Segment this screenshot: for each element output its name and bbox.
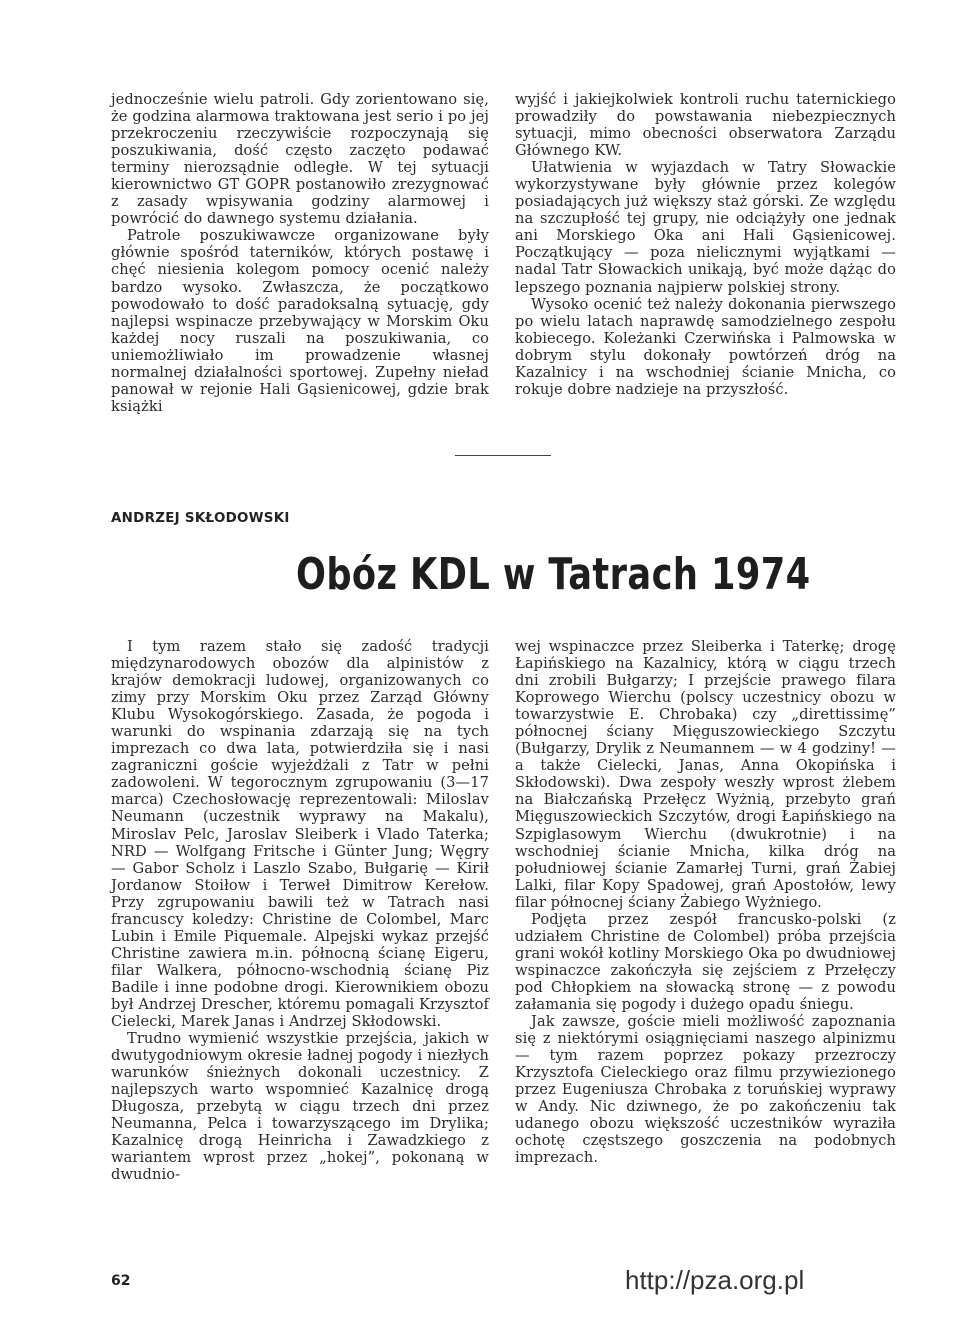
paragraph: jednocześnie wielu patroli. Gdy zorientowano się, że godzina alarmowa traktowana jest serio i po jej przekroczeniu rzeczywiście rozpoczynają się poszukiwania, dość często zaczęto podawać terminy nierozsądnie odległe. W tej sytuacji kierownictwo GT GOPR postanowiło zrezygnować z zasady wpisywania godziny alarmowej i powrócić do dawnego systemu działania. — [111, 91, 489, 228]
section-divider — [455, 455, 551, 456]
paragraph: Trudno wymienić wszystkie przejścia, jakich w dwutygodniowym okresie ładnej pogody i niezłych warunków śnieżnych dokonali uczestnicy. Z najlepszych warto wspomnieć Kazalnicę drogą Długosza, przebytą w ciągu trzech dni przez Neumanna, Pelca i towarzyszącego im Drylika; Kazalnicę drogą Heinricha i Zawadzkiego z wariantem wprost przez „hokej”, pokonaną w dwudnio- — [111, 1030, 489, 1184]
paragraph: Jak zawsze, goście mieli możliwość zapoznania się z niektórymi osiągnięciami naszego alpinizmu — tym razem poprzez pokazy przezroczy Krzysztofa Cieleckiego oraz filmu przywiezionego przez Eugeniusza Chrobaka z toruńskiej wyprawy w Andy. Nic dziwnego, że po zakończeniu tak udanego obozu większość uczestników wyraziła ochotę częstszego goszczenia na podobnych imprezach. — [515, 1013, 896, 1167]
paragraph: Patrole poszukiwawcze organizowane były głównie spośród taterników, których postawę i chęć niesienia kolegom pomocy ocenić należy bardzo wysoko. Zwłaszcza, że początkowo powodowało to dość paradoksalną sytuację, gdy najlepsi wspinacze przebywający w Morskim Oku każdej nocy ruszali na poszukiwania, co uniemożliwiało im prowadzenie własnej normalnej działalności sportowej. Zupełny nieład panował w rejonie Hali Gąsienicowej, gdzie brak książki — [111, 227, 489, 415]
article-author: ANDRZEJ SKŁODOWSKI — [111, 511, 290, 526]
paragraph: I tym razem stało się zadość tradycji międzynarodowych obozów dla alpinistów z krajów demokracji ludowej, organizowanych co zimy przy Morskim Oku przez Zarząd Główny Klubu Wysokogórskiego. Zasada, że pogoda i warunki do wspinania zdarzają się na tych imprezach co dwa lata, potwierdziła się i nasi zagraniczni goście wyjeżdżali z Tatr w pełni zadowoleni. W tegorocznym zgrupowaniu (3—17 marca) Czechosłowację reprezentowali: Miloslav Neumann (uczestnik wyprawy na Makalu), Miroslav Pelc, Jaroslav Sleiberk i Vlado Taterka; NRD — Wolfgang Fritsche i Günter Jung; Węgry — Gabor Scholz i Laszlo Szabo, Bułgarię — Kirił Jordanow Stoiłow i Terweł Dimitrow Kerełow. Przy zgrupowaniu bawili też w Tatrach nasi francuscy koledzy: Christine de Colombel, Marc Lubin i Emile Piquemale. Alpejski wykaz przejść Christine zawiera m.in. północną ścianę Eigeru, filar Walkera, północno-wschodnią ścianę Piz Badile i inne podobne drogi. Kierownikiem obozu był Andrzej Drescher, któremu pomagali Krzysztof Cielecki, Marek Janas i Andrzej Skłodowski. — [111, 638, 489, 1031]
source-url: http://pza.org.pl — [625, 1265, 805, 1295]
paragraph: Ułatwienia w wyjazdach w Tatry Słowackie wykorzystywane były głównie przez kolegów posiadających już większy staż górski. Ze względu na szczupłość tej grupy, nie odciążyły one jednak ani Morskiego Oka ani Hali Gąsienicowej. Początkujący — poza nielicznymi wyjątkami — nadal Tatr Słowackich unikają, być może dążąc do lepszego poznania najpierw polskiej strony. — [515, 159, 896, 296]
column-top-right — [515, 91, 896, 398]
page-number: 62 — [111, 1273, 131, 1289]
paragraph: Wysoko ocenić też należy dokonania pierwszego po wielu latach naprawdę samodzielnego zespołu kobiecego. Koleżanki Czerwińska i Palmowska w dobrym stylu dokonały powtórzeń dróg na Kazalnicy i na wschodniej ścianie Mnicha, co rokuje dobre nadzieje na przyszłość. — [515, 295, 896, 398]
paragraph: wyjść i jakiejkolwiek kontroli ruchu taternickiego prowadziły do powstawania niebezpiecznych sytuacji, mimo obecności obserwatora Zarządu Głównego KW. — [515, 91, 896, 160]
column-bottom-left — [111, 638, 489, 1184]
article-title: Obóz KDL w Tatrach 1974 — [296, 549, 811, 600]
column-bottom-right — [515, 638, 896, 1166]
paragraph: wej wspinaczce przez Sleiberka i Taterkę; drogę Łapińskiego na Kazalnicy, którą w ciągu trzech dni zrobili Bułgarzy; I przejście prawego filara Koprowego Wierchu (polscy uczestnicy obozu w towarzystwie E. Chrobaka) czy „direttissimę” północnej ściany Mięguszowieckiego Szczytu (Bułgarzy, Drylik z Neumannem — w 4 godziny! — a także Cielecki, Janas, Anna Okopińska i Skłodowski). Dwa zespoły weszły wprost żlebem na Białczańską Przełęcz Wyżnią, przebyto grań Mięguszowieckich Szczytów, drogi Łapińskiego na Szpiglasowym Wierchu (dwukrotnie) i na wschodniej ścianie Mnicha, kilka dróg na południowej ścianie Zamarłej Turni, grań Żabiej Lalki, filar Kopy Spadowej, grań Apostołów, lewy filar północnej ściany Żabiego Wyżniego. — [515, 638, 896, 911]
column-top-left — [111, 91, 489, 415]
paragraph: Podjęta przez zespół francusko-polski (z udziałem Christine de Colombel) próba przejścia grani wokół kotliny Morskiego Oka po dwudniowej wspinaczce zakończyła się zejściem z Przełęczy pod Chłopkiem na słowacką stronę — z powodu załamania się pogody i dużego opadu śniegu. — [515, 910, 896, 1013]
